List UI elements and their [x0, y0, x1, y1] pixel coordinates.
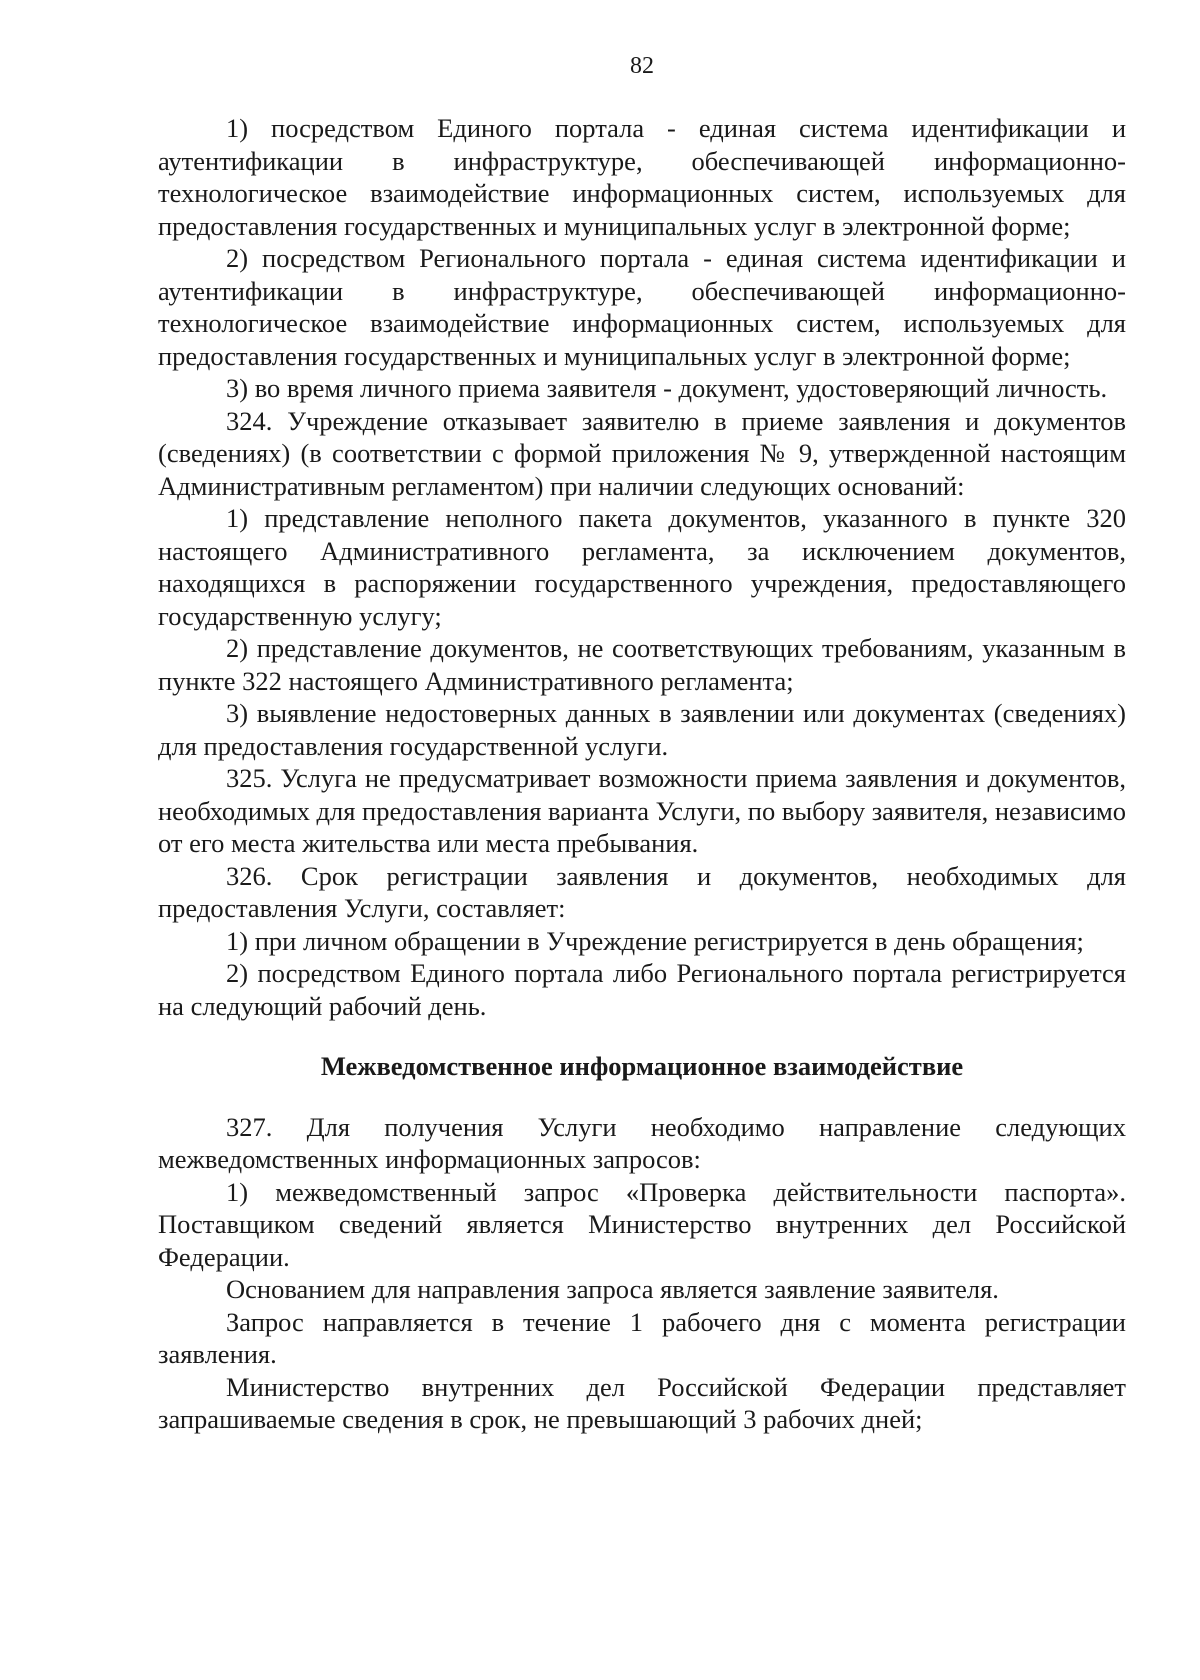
paragraph: 325. Услуга не предусматривает возможности приема заявления и документов, необходимых для предоставления варианта Услуги, по выбору заявителя, независимо от его места жительства или места пребывания. — [158, 763, 1126, 858]
page-number: 82 — [630, 53, 654, 79]
paragraph: 2) посредством Единого портала либо Регионального портала регистрируется на следующий рабочий день. — [158, 958, 1126, 1021]
paragraph: 324. Учреждение отказывает заявителю в приеме заявления и документов (сведениях) (в соответствии с формой приложения № 9, утвержденной настоящим Административным регламентом) при наличии следующих оснований: — [158, 405, 1126, 501]
paragraph: 1) представление неполного пакета документов, указанного в пункте 320 настоящего Административного регламента, за исключением документов, находящихся в распоряжении государственного учреждения, предоставляющего государственную услугу; — [158, 503, 1126, 631]
paragraph: 326. Срок регистрации заявления и документов, необходимых для предоставления Услуги, составляет: — [158, 860, 1126, 923]
paragraph: 2) представление документов, не соответствующих требованиям, указанным в пункте 322 настоящего Административного регламента; — [158, 633, 1126, 696]
section-heading: Межведомственное информационное взаимодействие — [320, 1051, 964, 1081]
document-body — [158, 112, 1126, 1436]
paragraph: Запрос направляется в течение 1 рабочего дня с момента регистрации заявления. — [158, 1306, 1126, 1369]
paragraph: Основанием для направления запроса является заявление заявителя. — [226, 1274, 999, 1304]
document-page — [158, 0, 1126, 1680]
paragraph: 1) межведомственный запрос «Проверка действительности паспорта». Поставщиком сведений является Министерство внутренних дел Российской Федерации. — [158, 1176, 1126, 1272]
paragraph: 1) посредством Единого портала - единая система идентификации и аутентификации в инфраструктуре, обеспечивающей информационно-технологическое взаимодействие информационных систем, используемых для предоставления государственных и муниципальных услуг в электронной форме; — [158, 113, 1126, 241]
paragraph: 3) во время личного приема заявителя - документ, удостоверяющий личность. — [226, 373, 1108, 403]
paragraph: 2) посредством Регионального портала - единая система идентификации и аутентификации в инфраструктуре, обеспечивающей информационно-технологическое взаимодействие информационных систем, используемых для предоставления государственных и муниципальных услуг в электронной форме; — [158, 243, 1126, 371]
paragraph: 1) при личном обращении в Учреждение регистрируется в день обращения; — [226, 925, 1084, 956]
paragraph: 3) выявление недостоверных данных в заявлении или документах (сведениях) для предоставления государственной услуги. — [158, 698, 1126, 761]
paragraph: Министерство внутренних дел Российской Федерации представляет запрашиваемые сведения в срок, не превышающий 3 рабочих дней; — [158, 1371, 1126, 1434]
paragraph: 327. Для получения Услуги необходимо направление следующих межведомственных информационных запросов: — [158, 1111, 1126, 1174]
